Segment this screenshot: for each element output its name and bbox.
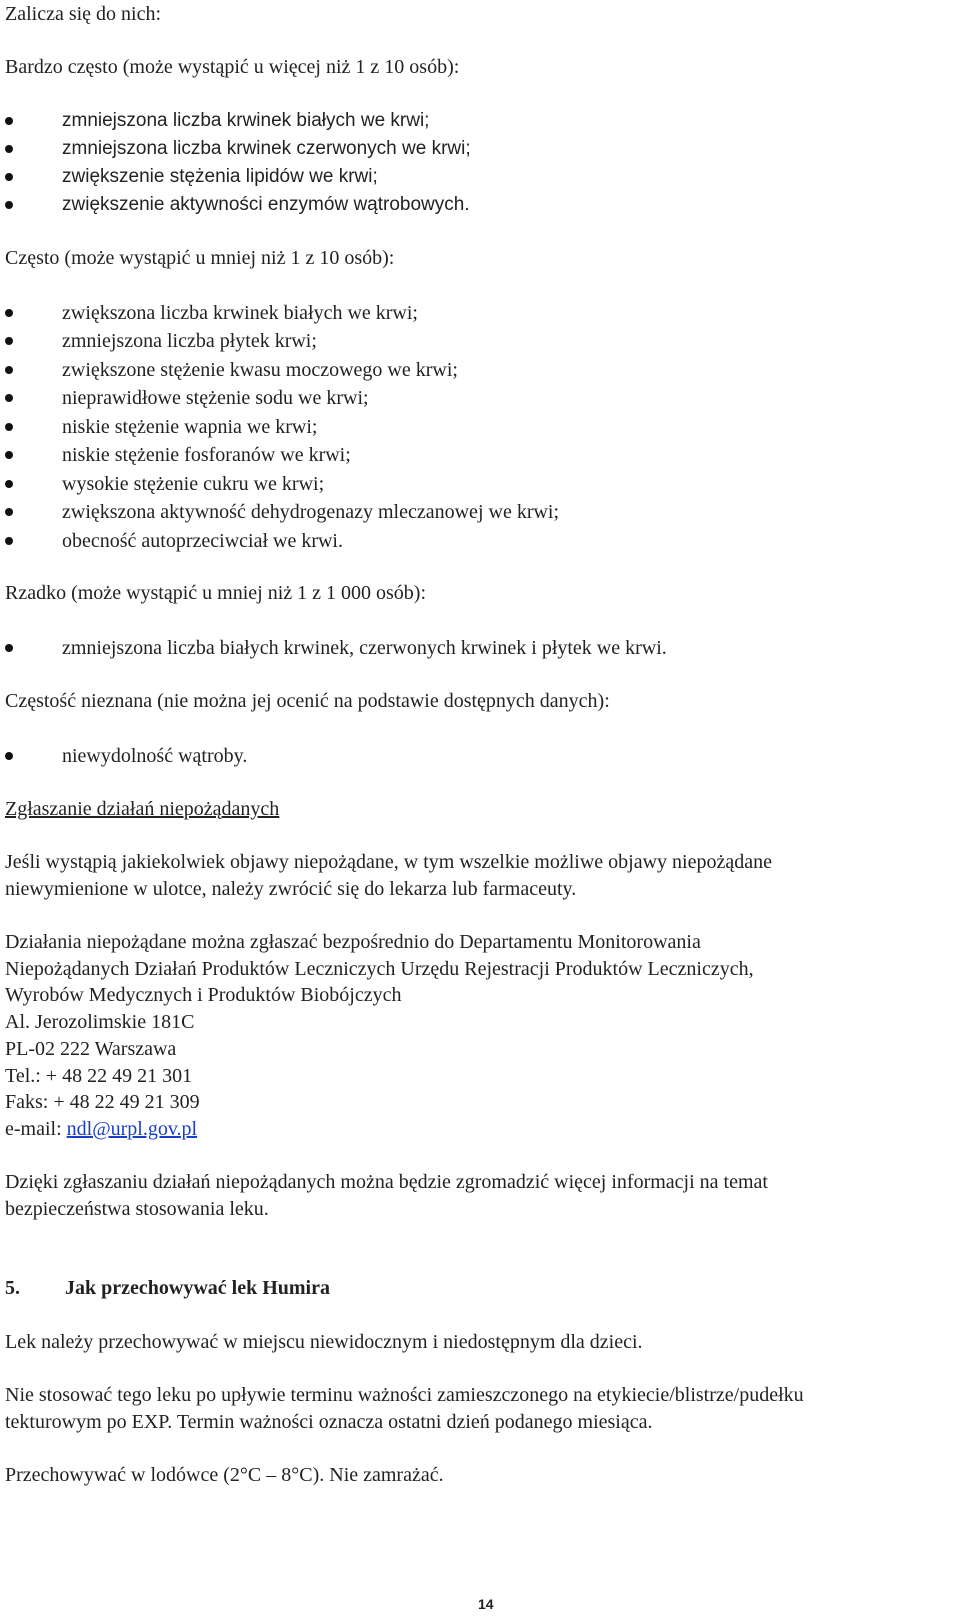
section-heading-unknown: Częstość nieznana (nie można jej ocenić na podstawie dostępnych danych): — [5, 690, 610, 712]
list-item: zmniejszona liczba białych krwinek, czerwonych krwinek i płytek we krwi. — [62, 637, 667, 659]
email-label: e-mail: — [5, 1118, 67, 1140]
bullet-icon — [5, 366, 13, 374]
reporting-fax: Faks: + 48 22 49 21 309 — [5, 1091, 200, 1113]
page-number: 14 — [478, 1596, 494, 1612]
reporting-address-line: PL-02 222 Warszawa — [5, 1038, 177, 1060]
list-item: niskie stężenie fosforanów we krwi; — [62, 444, 351, 466]
list-item: zwiększona liczba krwinek białych we krwi; — [62, 302, 418, 324]
list-item: niskie stężenie wapnia we krwi; — [62, 416, 318, 438]
bullet-icon — [5, 537, 13, 545]
list-item: obecność autoprzeciwciał we krwi. — [62, 530, 343, 552]
section-heading-very-common: Bardzo często (może wystąpić u więcej niż 1 z 10 osób): — [5, 56, 460, 78]
reporting-email-line — [5, 1117, 197, 1141]
reporting-paragraph-line: niewymienione w ulotce, należy zwrócić się do lekarza lub farmaceuty. — [5, 878, 577, 900]
bullet-icon — [5, 451, 13, 459]
bullet-icon — [5, 201, 13, 209]
email-link[interactable]: ndl@urpl.gov.pl — [66, 1118, 198, 1140]
bullet-icon — [5, 117, 13, 125]
list-item: nieprawidłowe stężenie sodu we krwi; — [62, 387, 369, 409]
bullet-icon — [5, 508, 13, 516]
bullet-icon — [5, 173, 13, 181]
bullet-icon — [5, 145, 13, 153]
bullet-icon — [5, 423, 13, 431]
bullet-icon — [5, 309, 13, 317]
list-item: zmniejszona liczba krwinek czerwonych we krwi; — [62, 138, 471, 159]
reporting-address-line: Działania niepożądane można zgłaszać bezpośrednio do Departamentu Monitorowania — [5, 931, 701, 953]
intro-text: Zalicza się do nich: — [5, 3, 162, 25]
storage-paragraph-line: tekturowym po EXP. Termin ważności oznacza ostatni dzień podanego miesiąca. — [5, 1411, 653, 1433]
storage-paragraph: Przechowywać w lodówce (2°C – 8°C). Nie zamrażać. — [5, 1464, 444, 1486]
list-item: niewydolność wątroby. — [62, 745, 248, 767]
bullet-icon — [5, 480, 13, 488]
bullet-icon — [5, 752, 13, 760]
bullet-icon — [5, 394, 13, 402]
bullet-icon — [5, 644, 13, 652]
section-number: 5. — [5, 1277, 20, 1299]
reporting-address-line: Al. Jerozolimskie 181C — [5, 1011, 195, 1033]
list-item: zmniejszona liczba krwinek białych we krwi; — [62, 110, 430, 131]
reporting-paragraph-line: Jeśli wystąpią jakiekolwiek objawy niepożądane, w tym wszelkie możliwe objawy niepożądane — [5, 851, 772, 873]
reporting-phone: Tel.: + 48 22 49 21 301 — [5, 1065, 193, 1087]
section-heading-storage — [5, 1276, 330, 1300]
reporting-closing-line: bezpieczeństwa stosowania leku. — [5, 1198, 269, 1220]
list-item: zwiększona aktywność dehydrogenazy mleczanowej we krwi; — [62, 501, 560, 523]
list-item: zwiększenie stężenia lipidów we krwi; — [62, 166, 378, 187]
bullet-icon — [5, 337, 13, 345]
list-item: wysokie stężenie cukru we krwi; — [62, 473, 325, 495]
reporting-address-line: Wyrobów Medycznych i Produktów Biobójczych — [5, 984, 402, 1006]
section-heading-common: Często (może wystąpić u mniej niż 1 z 10 osób): — [5, 247, 395, 269]
section-title: Jak przechowywać lek Humira — [65, 1277, 330, 1299]
list-item: zwiększone stężenie kwasu moczowego we krwi; — [62, 359, 458, 381]
reporting-closing-line: Dzięki zgłaszaniu działań niepożądanych można będzie zgromadzić więcej informacji na temat — [5, 1171, 768, 1193]
list-item: zmniejszona liczba płytek krwi; — [62, 330, 317, 352]
storage-paragraph-line: Nie stosować tego leku po upływie terminu ważności zamieszczonego na etykiecie/blistrze/pudełku — [5, 1384, 804, 1406]
reporting-address-line: Niepożądanych Działań Produktów Leczniczych Urzędu Rejestracji Produktów Leczniczych, — [5, 958, 754, 980]
storage-paragraph: Lek należy przechowywać w miejscu niewidocznym i niedostępnym dla dzieci. — [5, 1331, 643, 1353]
reporting-title: Zgłaszanie działań niepożądanych — [5, 798, 280, 820]
section-heading-rare: Rzadko (może wystąpić u mniej niż 1 z 1 000 osób): — [5, 582, 427, 604]
list-item: zwiększenie aktywności enzymów wątrobowych. — [62, 194, 470, 215]
